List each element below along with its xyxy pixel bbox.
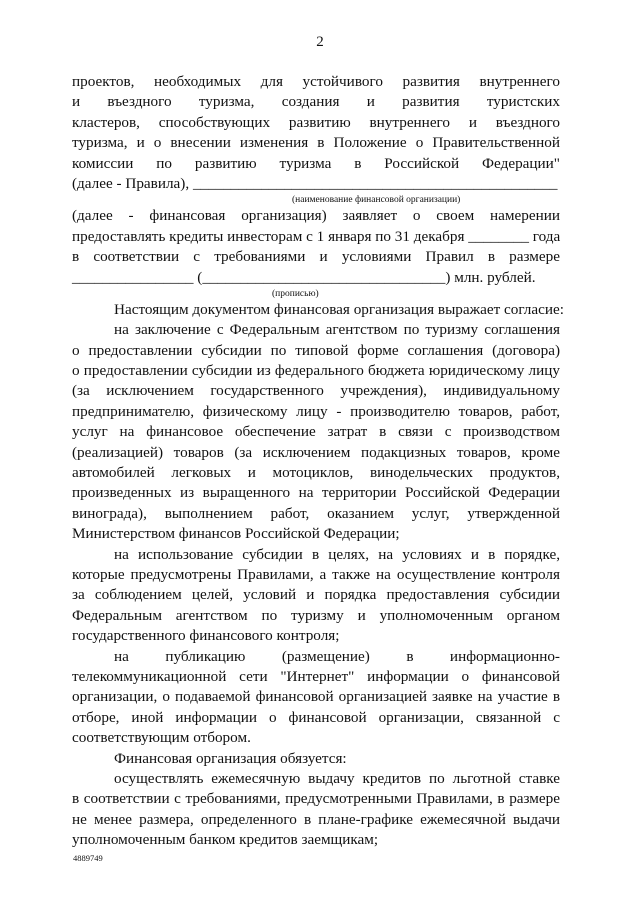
text-line: услуг на финансовое обеспечение затрат в связи с производством [72, 423, 560, 441]
intro-block [72, 72, 560, 194]
declaration-block [72, 206, 560, 288]
caption-in-words: (прописью) [272, 288, 319, 299]
consent-block [72, 300, 564, 851]
text-line: предоставлять кредиты инвесторам с 1 января по 31 декабря ________ года [72, 227, 561, 245]
text-line: на публикацию (размещение) в информационно- [114, 647, 560, 665]
text-line: которые предусмотрены Правилами, а также на осуществление контроля [72, 565, 560, 583]
text-line: проектов, необходимых для устойчивого развития внутреннего [72, 73, 560, 90]
paragraph [72, 320, 560, 544]
text-line: на заключение с Федеральным агентством по туризму соглашения [114, 321, 560, 339]
page-number: 2 [316, 34, 324, 50]
document-body [72, 72, 564, 850]
text-line: в соответствии с требованиями, предусмотренными Правилами, в размере [72, 790, 560, 808]
text-line: за соблюдением целей, условий и порядка предоставления субсидии [72, 586, 560, 604]
text-line: предпринимателю, физическому лицу - производителю товаров, работ, [72, 402, 560, 420]
text-line: в соответствии с требованиями и условиями Правил в размере [72, 248, 560, 266]
text-line: кластеров, способствующих развитию внутреннего и въездного [72, 113, 560, 131]
text-line: о предоставлении субсидии из федерального бюджета юридическому лицу [72, 362, 560, 380]
text-line: и въездного туризма, создания и развития туристских [72, 93, 560, 111]
paragraph [72, 300, 564, 320]
caption-org-name: (наименование финансовой организации) [292, 195, 461, 206]
paragraph [72, 749, 560, 769]
text-line: Настоящим документом финансовая организация выражает согласие: [114, 300, 564, 318]
text-line: комиссии по развитию туризма в Российской Федерации" [72, 154, 560, 172]
text-line: винограда), выполнением работ, оказанием услуг, утвержденной [72, 504, 560, 522]
text-line: не менее размера, определенного в плане-графике ежемесячной выдачи [72, 810, 560, 828]
text-line: (реализацией) товаров (за исключением подакцизных товаров, кроме [72, 443, 560, 461]
text-line: ________________ (________________________________) млн. рублей. [72, 268, 536, 286]
text-line: (далее - финансовая организация) заявляет о своем намерении [72, 207, 560, 225]
document-id: 4889749 [73, 853, 103, 863]
paragraph [72, 545, 560, 647]
text-line: (далее - Правила), ________________________________________________ [72, 174, 558, 192]
text-line: уполномоченным банком кредитов заемщикам; [72, 831, 379, 849]
text-line: туризма, и о внесении изменения в Положение о Правительственной [72, 134, 560, 152]
paragraph [72, 647, 560, 749]
text-line: о предоставлении субсидии по типовой форме соглашения (договора) [72, 341, 560, 359]
text-line: соответствующим отбором. [72, 729, 251, 747]
text-line: (за исключением государственного учреждения), индивидуальному [72, 382, 560, 400]
text-line: телекоммуникационной сети "Интернет" информации о финансовой [72, 667, 560, 685]
paragraph [72, 769, 560, 851]
text-line: отборе, иной информации о финансовой организации, связанной с [72, 708, 560, 726]
text-line: на использование субсидии в целях, на условиях и в порядке, [114, 545, 560, 563]
text-line: осуществлять ежемесячную выдачу кредитов по льготной ставке [114, 769, 560, 787]
text-line: автомобилей легковых и мотоциклов, винодельческих продуктов, [72, 464, 560, 482]
text-line: Федеральным агентством по туризму и уполномоченным органом [72, 606, 560, 624]
text-line: произведенных из выращенного на территории Российской Федерации [72, 484, 560, 502]
text-line: государственного финансового контроля; [72, 627, 340, 645]
text-line: организации, о подаваемой финансовой организацией заявке на участие в [72, 688, 560, 706]
text-line: Финансовая организация обязуется: [114, 749, 347, 767]
text-line: Министерством финансов Российской Федерации; [72, 525, 400, 543]
